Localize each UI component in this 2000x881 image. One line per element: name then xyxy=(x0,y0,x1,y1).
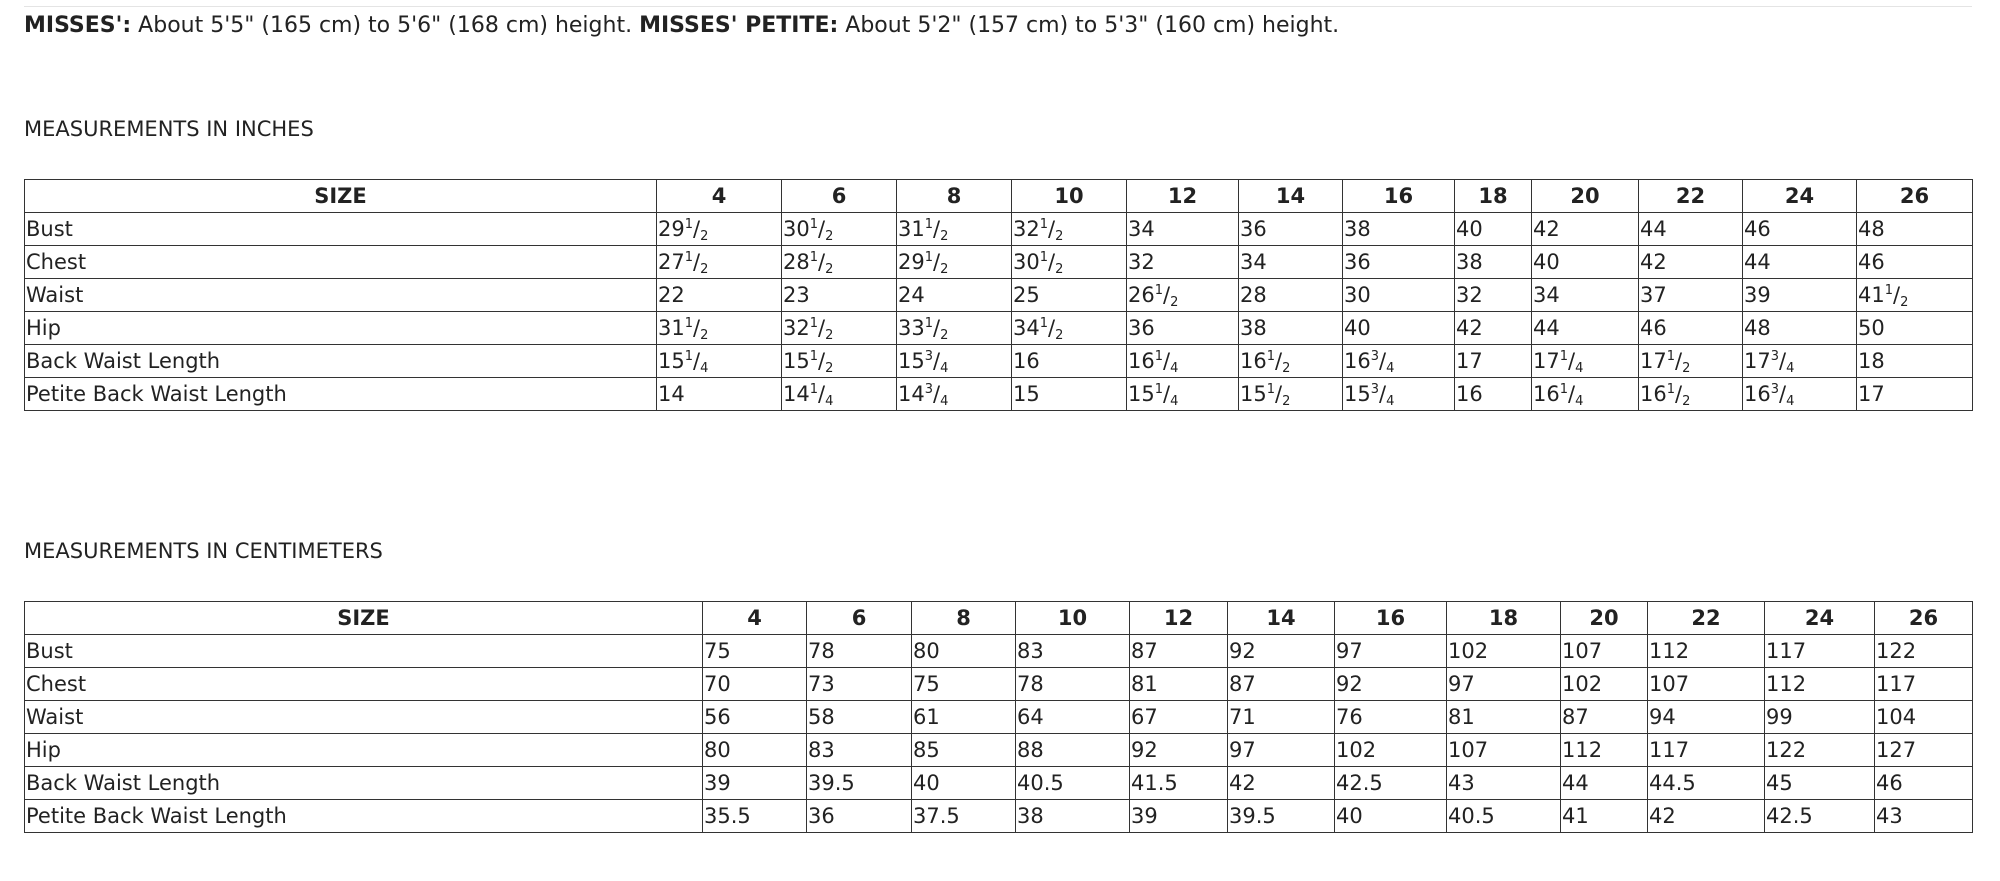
measurement-cell: $16^1/_2$ xyxy=(1639,378,1743,411)
measurement-cell: 40.5 xyxy=(1447,800,1561,833)
measurement-cell: 40 xyxy=(912,767,1016,800)
size-column-header: 16 xyxy=(1343,180,1455,213)
measurement-cell: $15^3/_4$ xyxy=(897,345,1012,378)
size-column-header: 6 xyxy=(782,180,897,213)
row-label: Back Waist Length xyxy=(25,345,657,378)
measurement-cell: 38 xyxy=(1343,213,1455,246)
inches-size-table xyxy=(24,179,1973,411)
row-label: Chest xyxy=(25,668,703,701)
measurement-cell: 122 xyxy=(1765,734,1875,767)
centimeters-section-title: MEASUREMENTS IN CENTIMETERS xyxy=(24,539,383,563)
table-row xyxy=(25,668,1973,701)
row-label: Petite Back Waist Length xyxy=(25,800,703,833)
measurement-cell: 37.5 xyxy=(912,800,1016,833)
measurement-cell: 107 xyxy=(1561,635,1648,668)
measurement-cell: $32^1/_2$ xyxy=(1012,213,1127,246)
measurement-cell: 34 xyxy=(1127,213,1239,246)
measurement-cell: $31^1/_2$ xyxy=(897,213,1012,246)
measurement-cell: 40 xyxy=(1343,312,1455,345)
inches-section-title: MEASUREMENTS IN INCHES xyxy=(24,117,314,141)
measurement-cell: 32 xyxy=(1455,279,1532,312)
row-label: Bust xyxy=(25,635,703,668)
measurement-cell: 50 xyxy=(1857,312,1973,345)
table-row xyxy=(25,635,1973,668)
measurement-cell: 78 xyxy=(1016,668,1130,701)
measurement-cell: 92 xyxy=(1130,734,1228,767)
size-column-header: 16 xyxy=(1335,602,1447,635)
measurement-cell: 25 xyxy=(1012,279,1127,312)
measurement-cell: $15^1/_4$ xyxy=(1127,378,1239,411)
measurement-cell: 97 xyxy=(1228,734,1335,767)
measurement-cell: 83 xyxy=(807,734,912,767)
row-label: Chest xyxy=(25,246,657,279)
table-row xyxy=(25,800,1973,833)
top-divider xyxy=(24,6,1972,7)
table-row xyxy=(25,213,1973,246)
measurement-cell: $27^1/_2$ xyxy=(657,246,782,279)
measurement-cell: 38 xyxy=(1455,246,1532,279)
measurement-cell: 24 xyxy=(897,279,1012,312)
measurement-cell: $15^1/_2$ xyxy=(782,345,897,378)
table-row xyxy=(25,246,1973,279)
size-column-header: 8 xyxy=(897,180,1012,213)
size-column-header: 20 xyxy=(1561,602,1648,635)
measurement-cell: 42.5 xyxy=(1335,767,1447,800)
measurement-cell: $16^3/_4$ xyxy=(1343,345,1455,378)
measurement-cell: 99 xyxy=(1765,701,1875,734)
table-row xyxy=(25,734,1973,767)
measurement-cell: 73 xyxy=(807,668,912,701)
measurement-cell: 39 xyxy=(703,767,807,800)
measurement-cell: 71 xyxy=(1228,701,1335,734)
measurement-cell: 45 xyxy=(1765,767,1875,800)
measurement-cell: 87 xyxy=(1130,635,1228,668)
measurement-cell: 16 xyxy=(1012,345,1127,378)
measurement-cell: $15^3/_4$ xyxy=(1343,378,1455,411)
measurement-cell: $16^1/_2$ xyxy=(1239,345,1343,378)
centimeters-size-table xyxy=(24,601,1973,833)
measurement-cell: 39.5 xyxy=(807,767,912,800)
measurement-cell: 76 xyxy=(1335,701,1447,734)
measurement-cell: 17 xyxy=(1455,345,1532,378)
measurement-cell: 40 xyxy=(1335,800,1447,833)
table-row xyxy=(25,312,1973,345)
size-column-header: 26 xyxy=(1875,602,1973,635)
measurement-cell: 104 xyxy=(1875,701,1973,734)
measurement-cell: 44 xyxy=(1532,312,1639,345)
table-row xyxy=(25,279,1973,312)
table-row xyxy=(25,345,1973,378)
measurement-cell: 75 xyxy=(912,668,1016,701)
measurement-cell: 42 xyxy=(1532,213,1639,246)
size-column-header: 14 xyxy=(1228,602,1335,635)
measurement-cell: 102 xyxy=(1335,734,1447,767)
size-column-header: 18 xyxy=(1455,180,1532,213)
centimeters-header-row xyxy=(25,602,1973,635)
measurement-cell: $29^1/_2$ xyxy=(897,246,1012,279)
measurement-cell: 70 xyxy=(703,668,807,701)
measurement-cell: 42 xyxy=(1228,767,1335,800)
size-column-header: 12 xyxy=(1130,602,1228,635)
table-row xyxy=(25,378,1973,411)
measurement-cell: 87 xyxy=(1228,668,1335,701)
measurement-cell: 39.5 xyxy=(1228,800,1335,833)
measurement-cell: 117 xyxy=(1648,734,1765,767)
measurement-cell: $15^1/_2$ xyxy=(1239,378,1343,411)
table-row xyxy=(25,767,1973,800)
measurement-cell: 122 xyxy=(1875,635,1973,668)
measurement-cell: 36 xyxy=(1343,246,1455,279)
row-label: Waist xyxy=(25,279,657,312)
measurement-cell: $14^1/_4$ xyxy=(782,378,897,411)
measurement-cell: 36 xyxy=(1239,213,1343,246)
measurement-cell: $17^1/_4$ xyxy=(1532,345,1639,378)
measurement-cell: 30 xyxy=(1343,279,1455,312)
measurement-cell: $16^3/_4$ xyxy=(1743,378,1857,411)
measurement-cell: 97 xyxy=(1447,668,1561,701)
measurement-cell: 34 xyxy=(1239,246,1343,279)
measurement-cell: 78 xyxy=(807,635,912,668)
measurement-cell: $33^1/_2$ xyxy=(897,312,1012,345)
measurement-cell: 102 xyxy=(1447,635,1561,668)
height-note xyxy=(24,10,1339,42)
size-column-header: 24 xyxy=(1743,180,1857,213)
measurement-cell: 14 xyxy=(657,378,782,411)
measurement-cell: 32 xyxy=(1127,246,1239,279)
measurement-cell: 44 xyxy=(1561,767,1648,800)
size-header: SIZE xyxy=(25,602,703,635)
measurement-cell: 46 xyxy=(1857,246,1973,279)
petite-label: MISSES' PETITE: xyxy=(639,13,839,38)
measurement-cell: 17 xyxy=(1857,378,1973,411)
size-column-header: 8 xyxy=(912,602,1016,635)
size-column-header: 10 xyxy=(1012,180,1127,213)
measurement-cell: 38 xyxy=(1239,312,1343,345)
measurement-cell: 42 xyxy=(1455,312,1532,345)
measurement-cell: 80 xyxy=(703,734,807,767)
measurement-cell: 23 xyxy=(782,279,897,312)
measurement-cell: 44 xyxy=(1743,246,1857,279)
measurement-cell: 40 xyxy=(1455,213,1532,246)
measurement-cell: 107 xyxy=(1648,668,1765,701)
measurement-cell: $32^1/_2$ xyxy=(782,312,897,345)
misses-height-text: About 5'5" (165 cm) to 5'6" (168 cm) height. xyxy=(131,13,640,38)
measurement-cell: $30^1/_2$ xyxy=(782,213,897,246)
measurement-cell: 102 xyxy=(1561,668,1648,701)
petite-height-text: About 5'2" (157 cm) to 5'3" (160 cm) height. xyxy=(838,13,1340,38)
row-label: Hip xyxy=(25,734,703,767)
size-column-header: 26 xyxy=(1857,180,1973,213)
measurement-cell: $31^1/_2$ xyxy=(657,312,782,345)
measurement-cell: 56 xyxy=(703,701,807,734)
measurement-cell: 117 xyxy=(1875,668,1973,701)
measurement-cell: $17^1/_2$ xyxy=(1639,345,1743,378)
measurement-cell: 43 xyxy=(1447,767,1561,800)
measurement-cell: 48 xyxy=(1857,213,1973,246)
measurement-cell: 41 xyxy=(1561,800,1648,833)
row-label: Back Waist Length xyxy=(25,767,703,800)
measurement-cell: 88 xyxy=(1016,734,1130,767)
measurement-cell: $15^1/_4$ xyxy=(657,345,782,378)
measurement-cell: 127 xyxy=(1875,734,1973,767)
measurement-cell: 46 xyxy=(1875,767,1973,800)
measurement-cell: 75 xyxy=(703,635,807,668)
measurement-cell: 40.5 xyxy=(1016,767,1130,800)
measurement-cell: $17^3/_4$ xyxy=(1743,345,1857,378)
measurement-cell: 22 xyxy=(657,279,782,312)
measurement-cell: 58 xyxy=(807,701,912,734)
measurement-cell: $16^1/_4$ xyxy=(1532,378,1639,411)
measurement-cell: 81 xyxy=(1447,701,1561,734)
measurement-cell: 38 xyxy=(1016,800,1130,833)
measurement-cell: 40 xyxy=(1532,246,1639,279)
measurement-cell: $14^3/_4$ xyxy=(897,378,1012,411)
measurement-cell: 85 xyxy=(912,734,1016,767)
measurement-cell: $29^1/_2$ xyxy=(657,213,782,246)
measurement-cell: $16^1/_4$ xyxy=(1127,345,1239,378)
measurement-cell: 67 xyxy=(1130,701,1228,734)
size-column-header: 12 xyxy=(1127,180,1239,213)
measurement-cell: 42 xyxy=(1639,246,1743,279)
table-row xyxy=(25,701,1973,734)
measurement-cell: 112 xyxy=(1765,668,1875,701)
measurement-cell: 48 xyxy=(1743,312,1857,345)
measurement-cell: 80 xyxy=(912,635,1016,668)
row-label: Waist xyxy=(25,701,703,734)
size-column-header: 4 xyxy=(657,180,782,213)
measurement-cell: 46 xyxy=(1639,312,1743,345)
measurement-cell: 61 xyxy=(912,701,1016,734)
measurement-cell: 64 xyxy=(1016,701,1130,734)
measurement-cell: 81 xyxy=(1130,668,1228,701)
size-column-header: 4 xyxy=(703,602,807,635)
measurement-cell: 37 xyxy=(1639,279,1743,312)
size-column-header: 22 xyxy=(1648,602,1765,635)
measurement-cell: 39 xyxy=(1743,279,1857,312)
measurement-cell: 16 xyxy=(1455,378,1532,411)
measurement-cell: 34 xyxy=(1532,279,1639,312)
measurement-cell: $30^1/_2$ xyxy=(1012,246,1127,279)
measurement-cell: 107 xyxy=(1447,734,1561,767)
measurement-cell: 39 xyxy=(1130,800,1228,833)
measurement-cell: 28 xyxy=(1239,279,1343,312)
misses-label: MISSES': xyxy=(24,13,132,38)
size-column-header: 22 xyxy=(1639,180,1743,213)
measurement-cell: 97 xyxy=(1335,635,1447,668)
size-column-header: 20 xyxy=(1532,180,1639,213)
measurement-cell: 18 xyxy=(1857,345,1973,378)
size-column-header: 6 xyxy=(807,602,912,635)
inches-header-row xyxy=(25,180,1973,213)
size-column-header: 10 xyxy=(1016,602,1130,635)
measurement-cell: 92 xyxy=(1335,668,1447,701)
row-label: Hip xyxy=(25,312,657,345)
size-column-header: 24 xyxy=(1765,602,1875,635)
measurement-cell: 112 xyxy=(1561,734,1648,767)
size-header: SIZE xyxy=(25,180,657,213)
measurement-cell: 44.5 xyxy=(1648,767,1765,800)
measurement-cell: $41^1/_2$ xyxy=(1857,279,1973,312)
measurement-cell: 44 xyxy=(1639,213,1743,246)
measurement-cell: 112 xyxy=(1648,635,1765,668)
size-column-header: 18 xyxy=(1447,602,1561,635)
measurement-cell: $28^1/_2$ xyxy=(782,246,897,279)
measurement-cell: 83 xyxy=(1016,635,1130,668)
measurement-cell: 117 xyxy=(1765,635,1875,668)
measurement-cell: 94 xyxy=(1648,701,1765,734)
measurement-cell: 46 xyxy=(1743,213,1857,246)
measurement-cell: $26^1/_2$ xyxy=(1127,279,1239,312)
measurement-cell: 42.5 xyxy=(1765,800,1875,833)
measurement-cell: 43 xyxy=(1875,800,1973,833)
measurement-cell: $34^1/_2$ xyxy=(1012,312,1127,345)
measurement-cell: 87 xyxy=(1561,701,1648,734)
measurement-cell: 92 xyxy=(1228,635,1335,668)
measurement-cell: 15 xyxy=(1012,378,1127,411)
measurement-cell: 35.5 xyxy=(703,800,807,833)
row-label: Petite Back Waist Length xyxy=(25,378,657,411)
measurement-cell: 41.5 xyxy=(1130,767,1228,800)
measurement-cell: 36 xyxy=(807,800,912,833)
measurement-cell: 42 xyxy=(1648,800,1765,833)
row-label: Bust xyxy=(25,213,657,246)
measurement-cell: 36 xyxy=(1127,312,1239,345)
size-column-header: 14 xyxy=(1239,180,1343,213)
